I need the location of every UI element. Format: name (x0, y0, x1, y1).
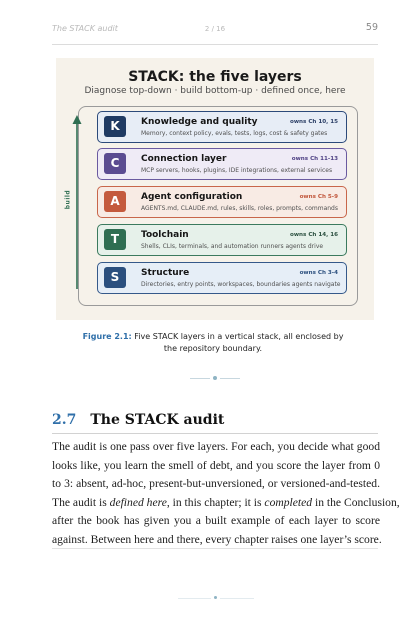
section-heading (52, 412, 224, 428)
build-up-arrow-icon (71, 115, 83, 291)
layer-name: Structure (141, 268, 190, 278)
paragraph-line (52, 475, 380, 494)
paragraph-line (52, 457, 380, 476)
footer-ornament-line-left (178, 598, 211, 599)
paragraph-line (52, 494, 400, 513)
layer-owns-chapters: owns Ch 14, 16 (290, 232, 338, 238)
paragraph-text: The audit is (52, 495, 110, 509)
running-title: The STACK audit (52, 24, 118, 33)
page-counter: 2 / 16 (204, 25, 226, 33)
page-number: 59 (365, 22, 378, 33)
ornament-dot (213, 376, 217, 380)
layer-card-c (97, 148, 347, 180)
paragraph-text: after the book has given you a built example of each layer to score (52, 514, 380, 528)
layer-owns-chapters: owns Ch 11-13 (291, 156, 338, 162)
header-rule (52, 44, 378, 45)
layer-owns-chapters: owns Ch 10, 15 (290, 119, 338, 125)
build-label: build (64, 189, 72, 210)
layer-badge: C (104, 153, 126, 174)
layer-name: Connection layer (141, 154, 227, 164)
layer-card-a (97, 186, 347, 218)
layer-badge: K (104, 116, 126, 137)
section-title: The STACK audit (90, 412, 225, 428)
paragraph-line (52, 531, 380, 550)
layer-owns-chapters: owns Ch 3-4 (299, 270, 338, 276)
emphasis-text: defined here (109, 495, 167, 509)
footer-ornament (178, 596, 254, 602)
ornament-divider (190, 376, 240, 382)
section-number: 2.7 (52, 412, 77, 428)
paragraph-text: The audit is one pass over five layers. For each, you decide what good (52, 440, 380, 453)
layer-badge: T (104, 229, 126, 250)
layer-description: Memory, context policy, evals, tests, logs, cost & safety gates (141, 130, 328, 137)
paragraph-line (52, 512, 380, 531)
emphasis-text: completed (264, 495, 313, 509)
paragraph-text: , in this chapter; it is (166, 495, 265, 509)
figure-caption (78, 331, 348, 355)
figure-title: STACK: the five layers (128, 69, 302, 85)
layer-badge: S (104, 267, 126, 288)
paragraph-line (52, 438, 380, 457)
layer-description: Shells, CLIs, terminals, and automation runners agents drive (141, 243, 324, 250)
footer-rule (52, 548, 378, 549)
layer-name: Knowledge and quality (141, 117, 258, 127)
layer-description: Directories, entry points, workspaces, boundaries agents navigate (141, 281, 341, 288)
footer-ornament-line-right (220, 598, 254, 599)
caption-text: Five STACK layers in a vertical stack, all enclosed by the repository boundary. (134, 332, 344, 353)
layer-name: Agent configuration (141, 192, 243, 202)
layer-card-s (97, 262, 347, 294)
ornament-line-left (190, 378, 210, 379)
section-rule (52, 433, 378, 434)
layer-card-k (97, 111, 347, 143)
layer-badge: A (104, 191, 126, 212)
layer-description: MCP servers, hooks, plugins, IDE integrations, external services (141, 167, 333, 174)
paragraph-text: against. Between here and there, every chapter raises one layer’s score. (52, 532, 382, 546)
footer-ornament-dot (214, 596, 217, 599)
paragraph-text: looks like, you learn the smell of debt, and you score the layer from 0 (52, 458, 380, 472)
running-header (52, 22, 378, 38)
layer-name: Toolchain (141, 230, 189, 240)
layer-owns-chapters: owns Ch 5-9 (299, 194, 338, 200)
layer-card-t (97, 224, 347, 256)
ornament-line-right (220, 378, 240, 379)
paragraph-text: in the Conclusion, (312, 495, 400, 509)
layer-description: AGENTS.md, CLAUDE.md, rules, skills, roles, prompts, commands (141, 205, 338, 212)
figure-subtitle: Diagnose top-down · build bottom-up · defined once, here (84, 86, 346, 96)
section-paragraph (52, 438, 400, 550)
paragraph-text: to 3: absent, ad-hoc, present-but-unversioned, or versioned-and-tested. (52, 477, 380, 491)
caption-label: Figure 2.1: (82, 332, 132, 341)
